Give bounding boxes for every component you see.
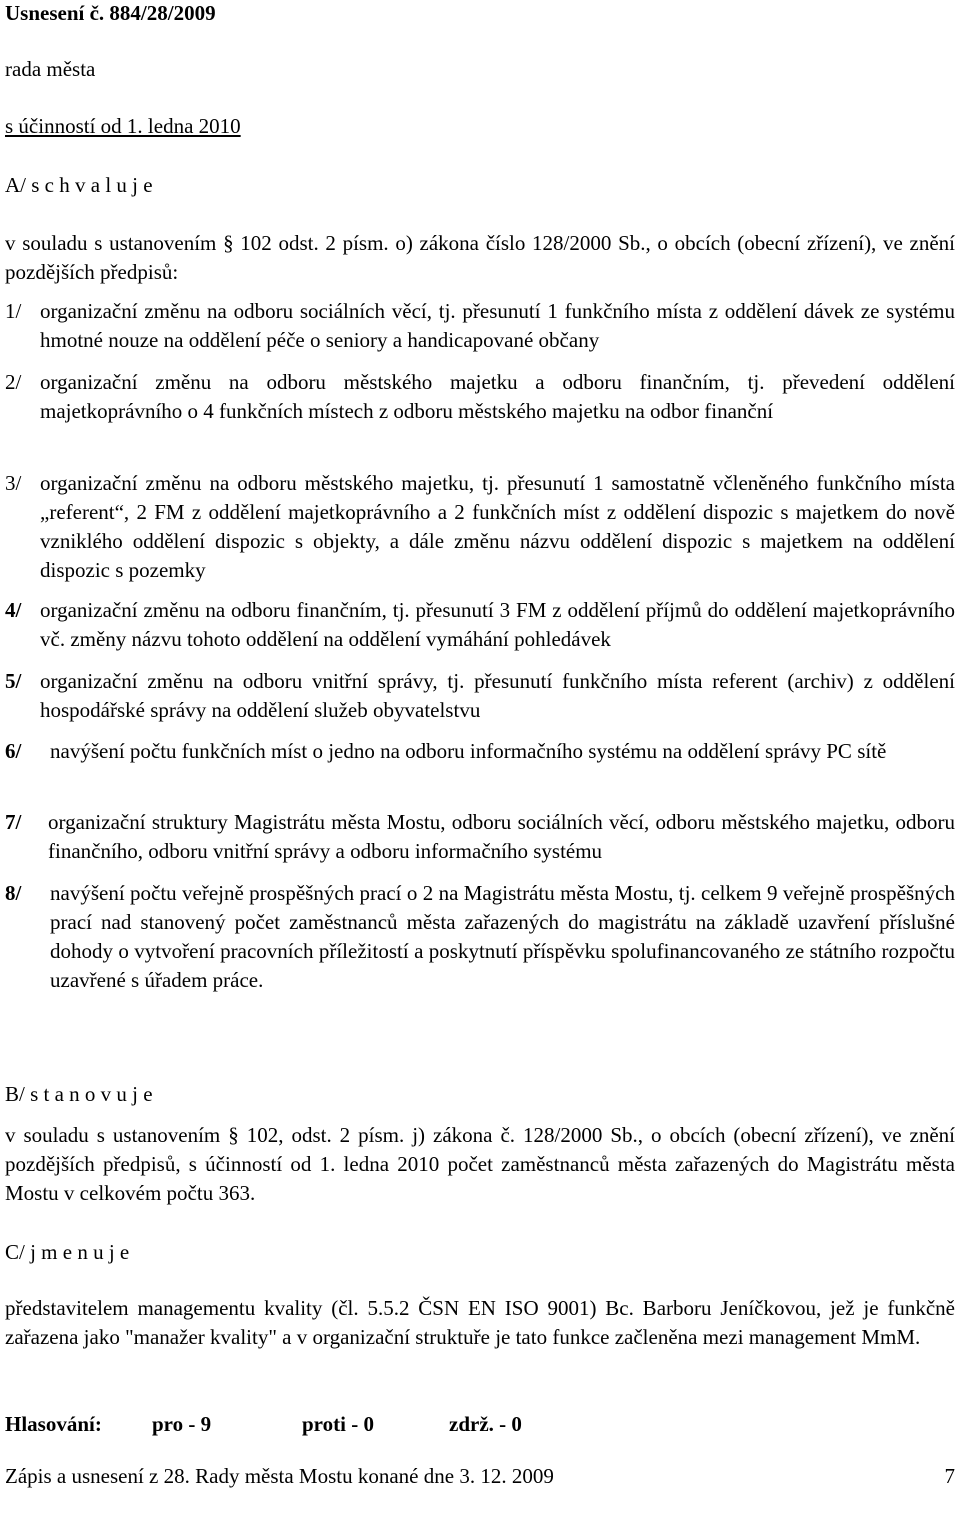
- resolution-heading: Usnesení č. 884/28/2009: [5, 1, 216, 25]
- section-c-text: představitelem managementu kvality (čl. 5.5.2 ČSN EN ISO 9001) Bc. Barboru Jeníčkovou, jež je funkčně zařazena jako "manažer kvality" a v organizační struktuře je tato funkce začleněna mezi management MmM.: [5, 1296, 955, 1349]
- item-text: organizační změnu na odboru vnitřní správy, tj. přesunutí funkčního místa referent (archiv) z oddělení hospodářské správy na oddělení služeb obyvatelstvu: [40, 669, 955, 722]
- item-number: 8/: [5, 881, 22, 905]
- section-b-text: v souladu s ustanovením § 102, odst. 2 písm. j) zákona č. 128/2000 Sb., o obcích (obecní zřízení), ve znění pozdějších předpisů, s účinností od 1. ledna 2010 počet zaměstnanců města zařazených do Magistrátu města Mostu v celkovém počtu 363.: [5, 1123, 955, 1205]
- voting-proti: proti - 0: [302, 1412, 374, 1436]
- item-number: 7/: [5, 810, 22, 834]
- item-text: organizační struktury Magistrátu města Mostu, odboru sociálních věcí, odboru městského majetku, odboru finančního, odboru vnitřní správy a odboru informačního systému: [48, 810, 955, 863]
- item-number: 4/: [5, 598, 22, 622]
- section-a-label: A/ s c h v a l u j e: [5, 173, 153, 197]
- section-a-intro: v souladu s ustanovením § 102 odst. 2 písm. o) zákona číslo 128/2000 Sb., o obcích (obecní zřízení), ve znění pozdějších předpisů:: [5, 231, 955, 284]
- item-text: organizační změnu na odboru sociálních věcí, tj. přesunutí 1 funkčního místa z oddělení dávek ze systému hmotné nouze na oddělení péče o seniory a handicapované občany: [40, 299, 955, 352]
- effective-date: s účinností od 1. ledna 2010: [5, 114, 241, 138]
- section-c-label: C/ j m e n u j e: [5, 1240, 130, 1264]
- page-number: 7: [944, 1464, 955, 1488]
- item-number: 1/: [5, 299, 22, 323]
- voting-result: [5, 1410, 522, 1439]
- item-number: 5/: [5, 669, 22, 693]
- footer-text: Zápis a usnesení z 28. Rady města Mostu konané dne 3. 12. 2009: [5, 1464, 554, 1488]
- item-number: 6/: [5, 739, 22, 763]
- item-text: organizační změnu na odboru městského majetku, tj. přesunutí 1 samostatně včleněného funkčního místa „referent“, 2 FM z oddělení majetkoprávního a 2 funkčních míst z oddělení dispozic s majetkem do nově vzniklého oddělení dispozic s objekty, a dále změnu názvu oddělení dispozic s majetkem na oddělení dispozic s pozemky: [40, 471, 955, 582]
- voting-pro: pro - 9: [152, 1412, 212, 1436]
- voting-label: Hlasování:: [5, 1412, 102, 1436]
- body-name: rada města: [5, 57, 96, 81]
- item-text: organizační změnu na odboru městského majetku a odboru finančním, tj. převedení oddělení majetkoprávního o 4 funkčních místech z odboru městského majetku na odbor finanční: [40, 370, 955, 423]
- item-text: navýšení počtu funkčních míst o jedno na odboru informačního systému na oddělení správy PC sítě: [50, 739, 887, 763]
- section-b-label: B/ s t a n o v u j e: [5, 1082, 153, 1106]
- voting-zdrz: zdrž. - 0: [449, 1412, 522, 1436]
- page-footer: [5, 1462, 955, 1491]
- item-number: 2/: [5, 370, 22, 394]
- item-text: navýšení počtu veřejně prospěšných prací o 2 na Magistrátu města Mostu, tj. celkem 9 veřejně prospěšných prací nad stanovený počet zaměstnanců města zařazených do magistrátu na základě uzavření příslušné dohody o vytvoření pracovních příležitostí a poskytnutí příspěvku spolufinancovaného ze státního rozpočtu uzavřené s úřadem práce.: [50, 881, 955, 992]
- item-text: organizační změnu na odboru finančním, tj. přesunutí 3 FM z oddělení příjmů do oddělení majetkoprávního vč. změny názvu tohoto oddělení na oddělení vymáhání pohledávek: [40, 598, 955, 651]
- item-number: 3/: [5, 471, 22, 495]
